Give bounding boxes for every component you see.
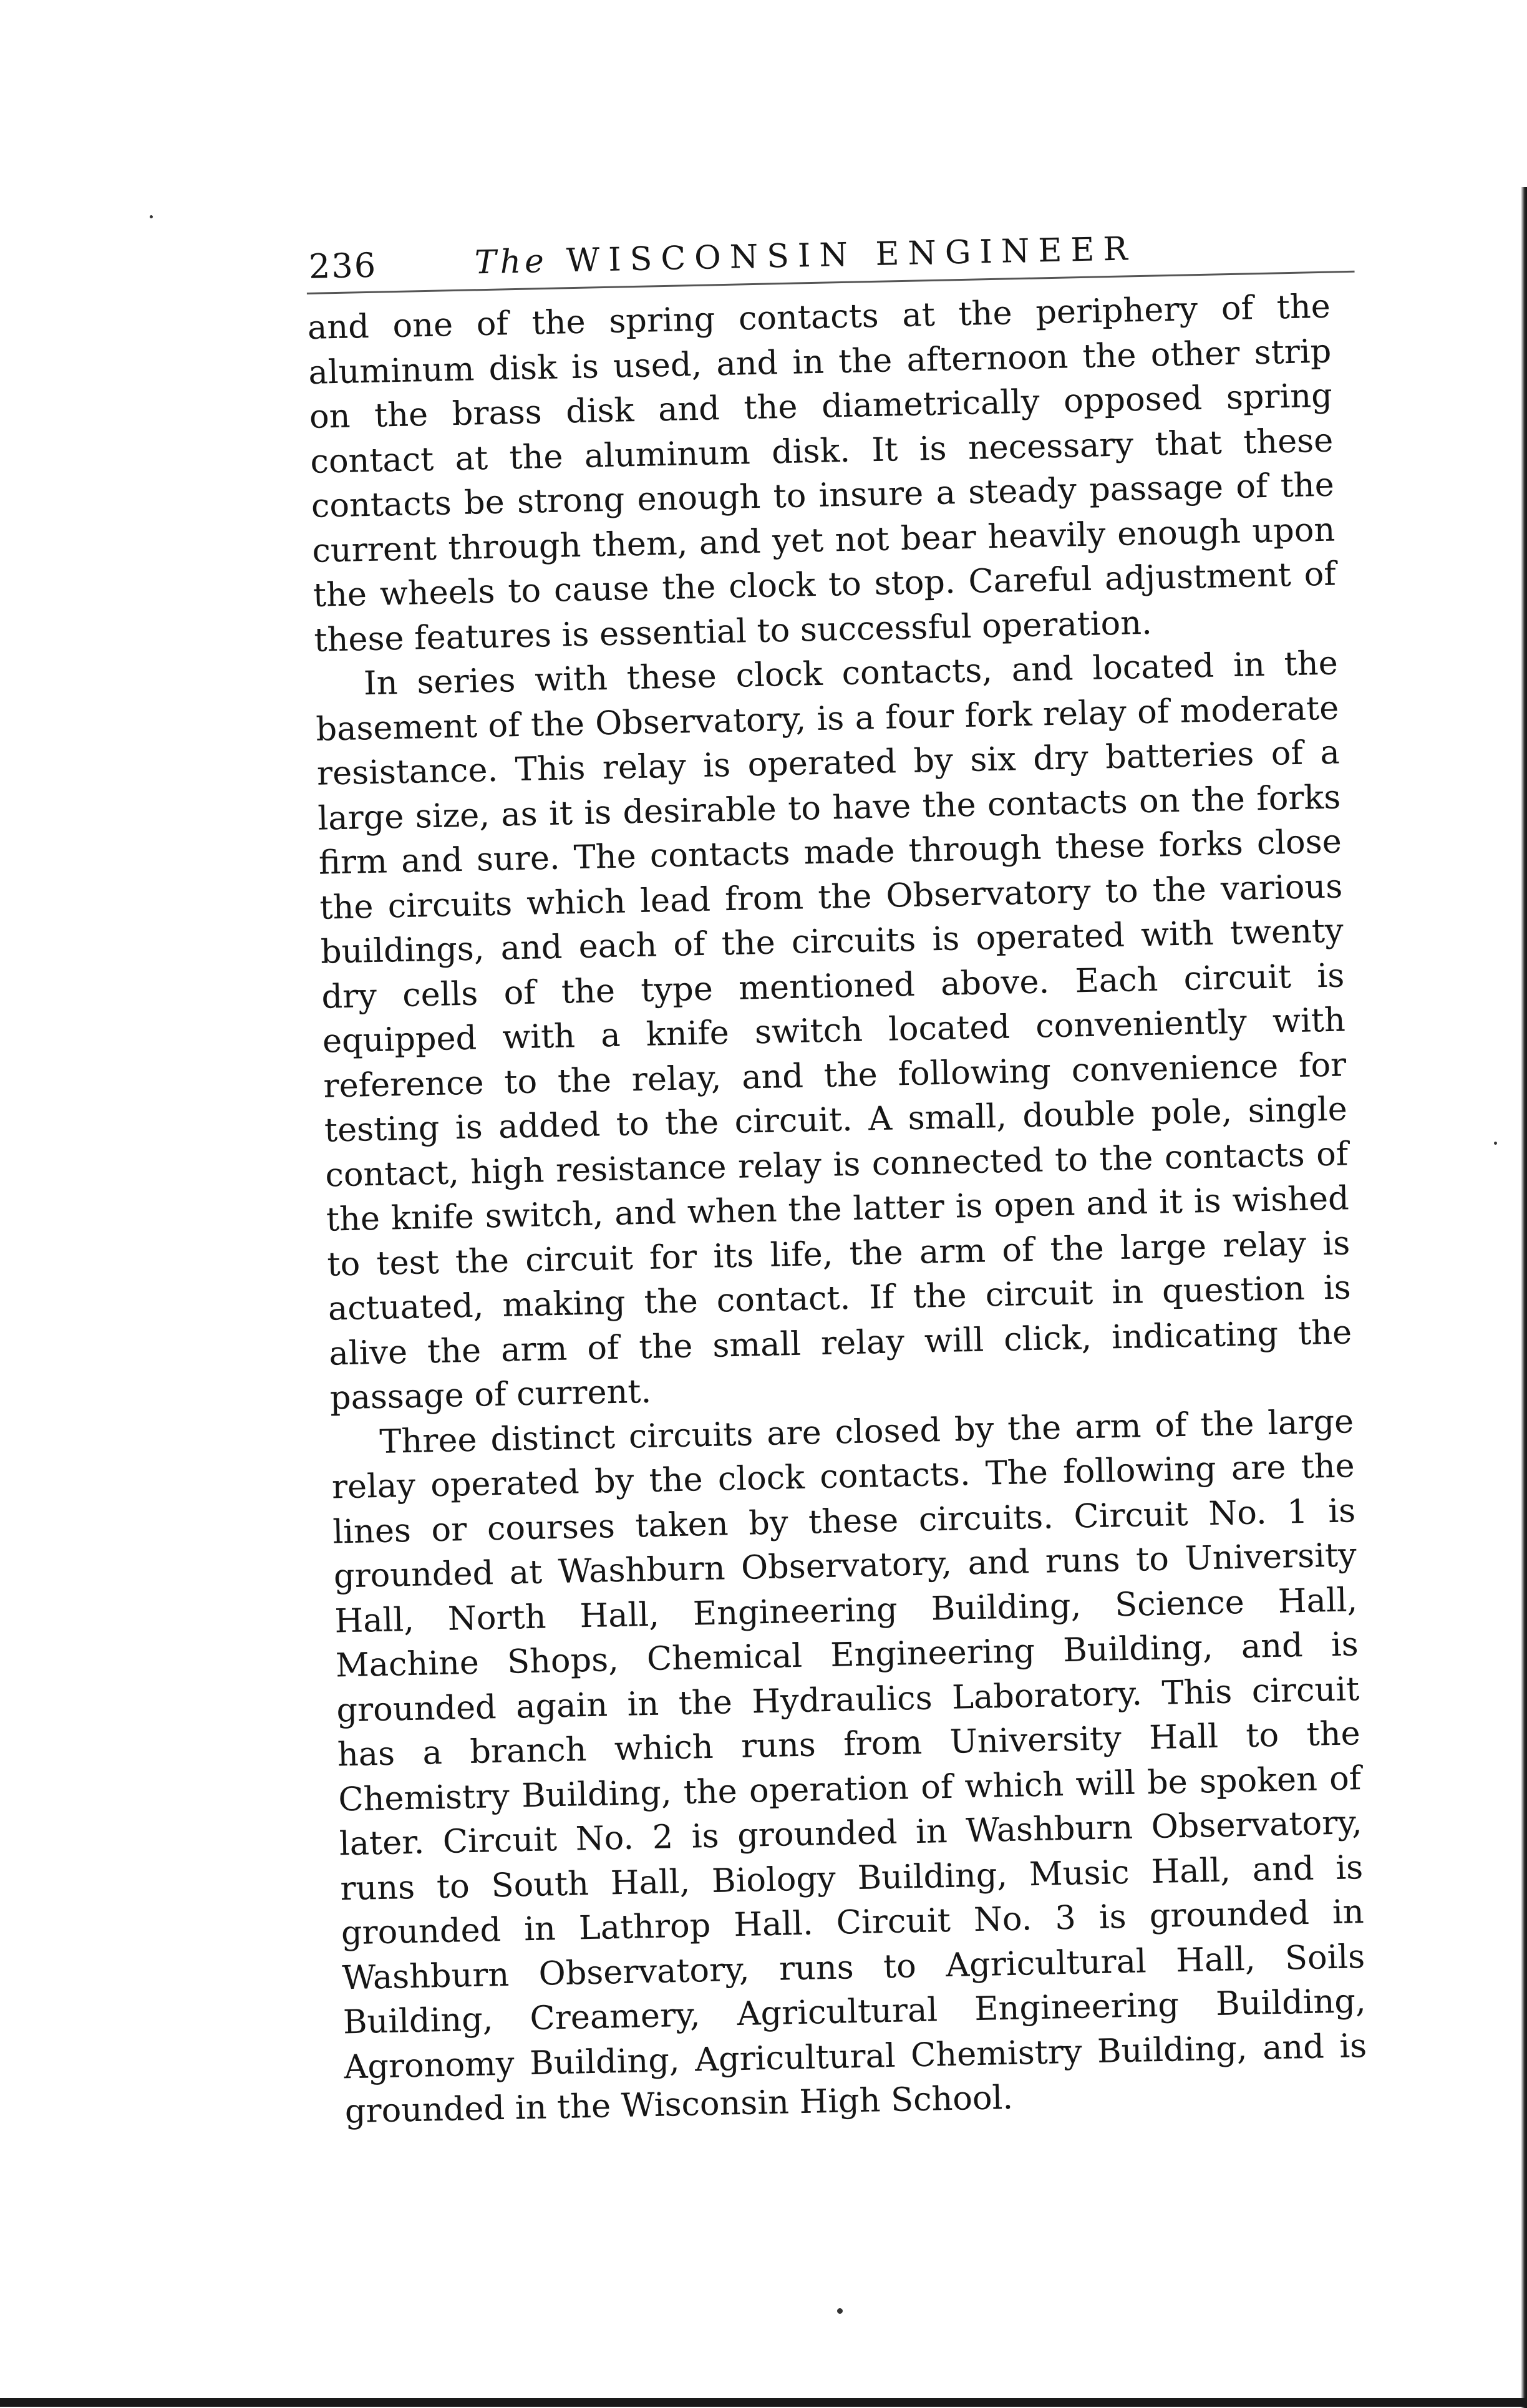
scan-speck <box>150 215 153 218</box>
paragraph: Three distinct circuits are closed by the arm of the large relay operated by the clock contacts. The following are the lines or courses taken by these circuits. Circuit No. 1 is grounded at Washburn Observatory, and runs to University Hall, North Hall, Engineering Building, Science Hall, Machine Shops, Chemical Engineering Building, and is grounded again in the Hydraulics Laboratory. This circuit has a branch which runs from University Hall to the Chemistry Building, the operation of which will be spoken of later. Circuit No. 2 is grounded in Washburn Observatory, runs to South Hall, Biology Building, Music Hall, and is grounded in Lathrop Hall. Circuit No. 3 is grounded in Washburn Observatory, runs to Agricultural Hall, Soils Building, Creamery, Agricultural Engineering Building, Agronomy Building, Agricultural Chemistry Building, and is grounded in the Wisconsin High School. <box>331 1402 1367 2131</box>
paragraph: and one of the spring contacts at the periphery of the aluminum disk is used, and in the afternoon the other strip on the brass disk and the diametrically opposed spring contact at the aluminum disk. It is necessary that these contacts be strong enough to insure a steady passage of the current through them, and yet not bear heavily enough upon the wheels to cause the clock to stop. Careful adjustment of these features is essential to successful operation. <box>307 287 1337 659</box>
scan-border-right <box>1521 187 1527 2408</box>
scan-border-bottom <box>0 2398 1527 2407</box>
page-number: 236 <box>308 245 377 286</box>
scan-speck <box>837 2308 843 2314</box>
scan-speck <box>1494 1142 1497 1145</box>
journal-title-name: WISCONSIN ENGINEER <box>566 230 1137 280</box>
running-head <box>306 215 1355 294</box>
paragraph: In series with these clock contacts, and located in the basement of the Observatory, is a four fork relay of moderate resistance. This relay is operated by six dry batteries of a large size, as it is desirable to have the contacts on the forks firm and sure. The contacts made through these forks close the circuits which lead from the Observatory to the various buildings, and each of the circuits is operated with twenty dry cells of the type mentioned above. Each circuit is equipped with a knife switch located conveniently with reference to the relay, and the following convenience for testing is added to the circuit. A small, double pole, single contact, high resistance relay is connected to the contacts of the knife switch, and when the latter is open and it is wished to test the circuit for its life, the arm of the large relay is actuated, making the contact. If the circuit in question is alive the arm of the small relay will click, indicating the passage of current. <box>315 644 1352 1417</box>
journal-title-the: The <box>474 242 548 282</box>
journal-page <box>306 215 1393 2134</box>
article-body <box>307 284 1368 2134</box>
journal-title <box>474 230 1137 281</box>
